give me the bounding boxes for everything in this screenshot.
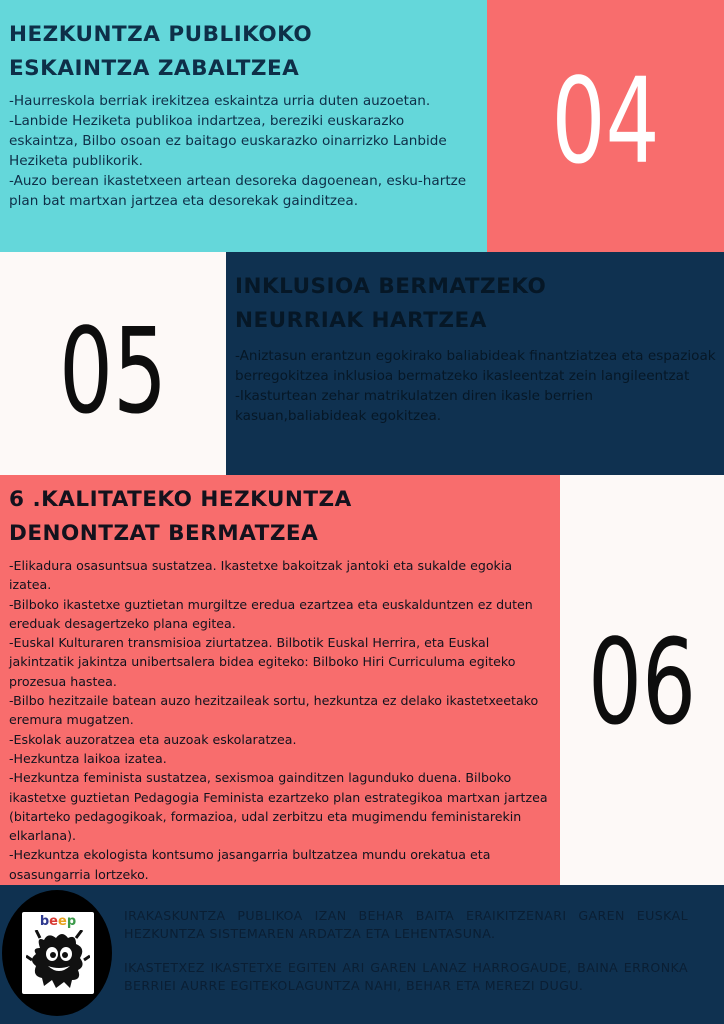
footer-message <box>124 907 688 994</box>
section-04-number: 04 <box>551 52 660 190</box>
footer-panel <box>0 885 724 1024</box>
section-06-text-panel <box>0 475 560 885</box>
section-05-item: -Aniztasun erantzun egokirako baliabideak finantziatzea eta espazioak berregokitzea inklusioa bermatzeko ikasleentzat zein langileentzat <box>235 348 716 384</box>
section-04-item: -Lanbide Heziketa publikoa indartzea, bereziki euskarazko eskaintza, Bilbo osoan ez baitago euskarazko oinarrizko Lanbide Heziketa publikorik. <box>9 113 447 169</box>
monster-mascot-icon <box>26 930 90 990</box>
section-04-text-panel <box>0 0 487 252</box>
logo-letter: e <box>58 914 67 929</box>
section-04-body <box>9 91 477 211</box>
section-06-item: -Euskal Kulturaren transmisioa ziurtatzea. Bilbotik Euskal Herrira, eta Euskal jakintzatik jakintza unibertsalera bidea egiteko: Bilboko Hiri Curriculuma egiteko prozesua hastea. <box>9 635 516 689</box>
section-06-title-line2: DENONTZAT BERMATZEA <box>9 521 319 546</box>
section-06-body <box>9 556 558 884</box>
section-06-item: -Elikadura osasuntsua sustatzea. Ikastetxe bakoitzak jantoki eta sukalde egokia izatea. <box>9 558 513 593</box>
footer-paragraph-1: IRAKASKUNTZA PUBLIKOA IZAN BEHAR BAITA ERAIKITZENARI GAREN EUSKAL HEZKUNTZA SISTEMAREN ARDATZA ETA LEHENTASUNA. <box>124 908 688 941</box>
section-04-title <box>9 18 477 86</box>
logo-letter: e <box>49 914 58 929</box>
section-06-item: -Bilbo hezitzaile batean auzo hezitzaileak sortu, hezkuntza ez delako ikastetxeetako eremura mugatzen. <box>9 693 539 728</box>
section-04-number-panel <box>487 0 724 252</box>
section-06-item: -Hezkuntza feminista sustatzea, sexismoa gainditzen lagunduko duena. Bilboko ikastetxe guztietan Pedagogia Feminista ezartzeko plan estrategikoa martxan jartzea (bitarteko pedagogikoak, formazioa, udal zerbitzu eta mugimendu feministarekin elkarlana). <box>9 770 548 844</box>
section-05-number: 05 <box>58 302 168 440</box>
section-05-number-panel <box>0 252 226 475</box>
logo-wordmark <box>22 914 94 929</box>
section-05-item: -Ikasturtean zehar matrikulatzen diren ikasle berrien kasuan,baliabideak egokitzea. <box>235 388 593 424</box>
section-06-item: -Bilboko ikastetxe guztietan murgiltze eredua ezartzea eta euskalduntzen ez duten ereduak desagertzeko plana egitea. <box>9 596 533 631</box>
section-05-title-line2: NEURRIAK HARTZEA <box>235 308 487 333</box>
footer-paragraph-2: IKASTETXEZ IKASTETXE EGITEN ARI GAREN LANAZ HARROGAUDE, BAINA ERRONKA BERRIEI AURRE EGITEKOLAGUNTZA NAHI, BEHAR ETA MEREZI DUGU. <box>124 960 688 993</box>
section-05-title-line1: INKLUSIOA BERMATZEKO <box>235 274 547 299</box>
section-06-item: -Hezkuntza ekologista kontsumo jasangarria bultzatzea mundu orekatua eta osasungarria lortzeko. <box>9 847 491 882</box>
section-06-item: -Hezkuntza laikoa izatea. <box>9 750 167 766</box>
section-05-body <box>235 346 722 426</box>
section-06-title <box>9 483 558 551</box>
section-06-number-panel <box>560 475 724 885</box>
section-04-title-line2: ESKAINTZA ZABALTZEA <box>9 56 300 81</box>
logo-badge <box>2 890 112 1016</box>
logo-card <box>22 912 94 994</box>
logo-letter: b <box>39 914 50 929</box>
section-06-number: 06 <box>587 613 697 751</box>
section-05-text-panel <box>226 252 724 475</box>
section-04-item: -Haurreskola berriak irekitzea eskaintza urria duten auzoetan. <box>9 93 431 109</box>
section-06-title-line1: 6 .KALITATEKO HEZKUNTZA <box>9 487 352 512</box>
logo-letter: p <box>66 914 77 929</box>
section-04-item: -Auzo berean ikastetxeen artean desoreka dagoenean, esku-hartze plan bat martxan jartzea eta desorekak gainditzea. <box>9 173 467 209</box>
section-05-title <box>235 270 722 338</box>
section-04-title-line1: HEZKUNTZA PUBLIKOKO <box>9 22 313 47</box>
section-06-item: -Eskolak auzoratzea eta auzoak eskolaratzea. <box>9 731 297 747</box>
